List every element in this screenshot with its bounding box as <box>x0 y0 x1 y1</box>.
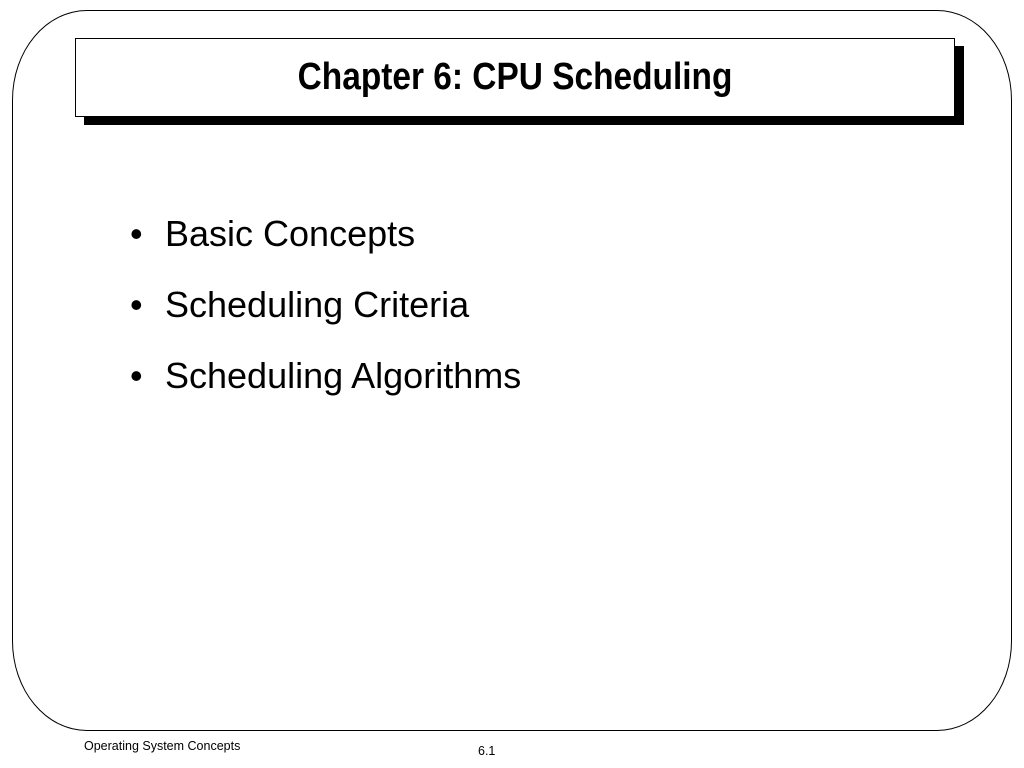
bullet-icon: • <box>130 283 143 325</box>
page-number: 6.1 <box>478 744 496 758</box>
bullet-text: Basic Concepts <box>165 212 416 254</box>
bullet-list <box>130 198 521 411</box>
bullet-icon: • <box>130 212 143 254</box>
footer-course: Operating System Concepts <box>84 739 241 753</box>
bullet-text: Scheduling Criteria <box>165 283 470 325</box>
bullet-icon: • <box>130 354 143 396</box>
slide-title: Chapter 6: CPU Scheduling <box>297 56 733 98</box>
bullet-text: Scheduling Algorithms <box>165 354 522 396</box>
title-box <box>75 38 955 117</box>
list-item <box>130 340 521 411</box>
list-item <box>130 198 521 269</box>
list-item <box>130 269 521 340</box>
